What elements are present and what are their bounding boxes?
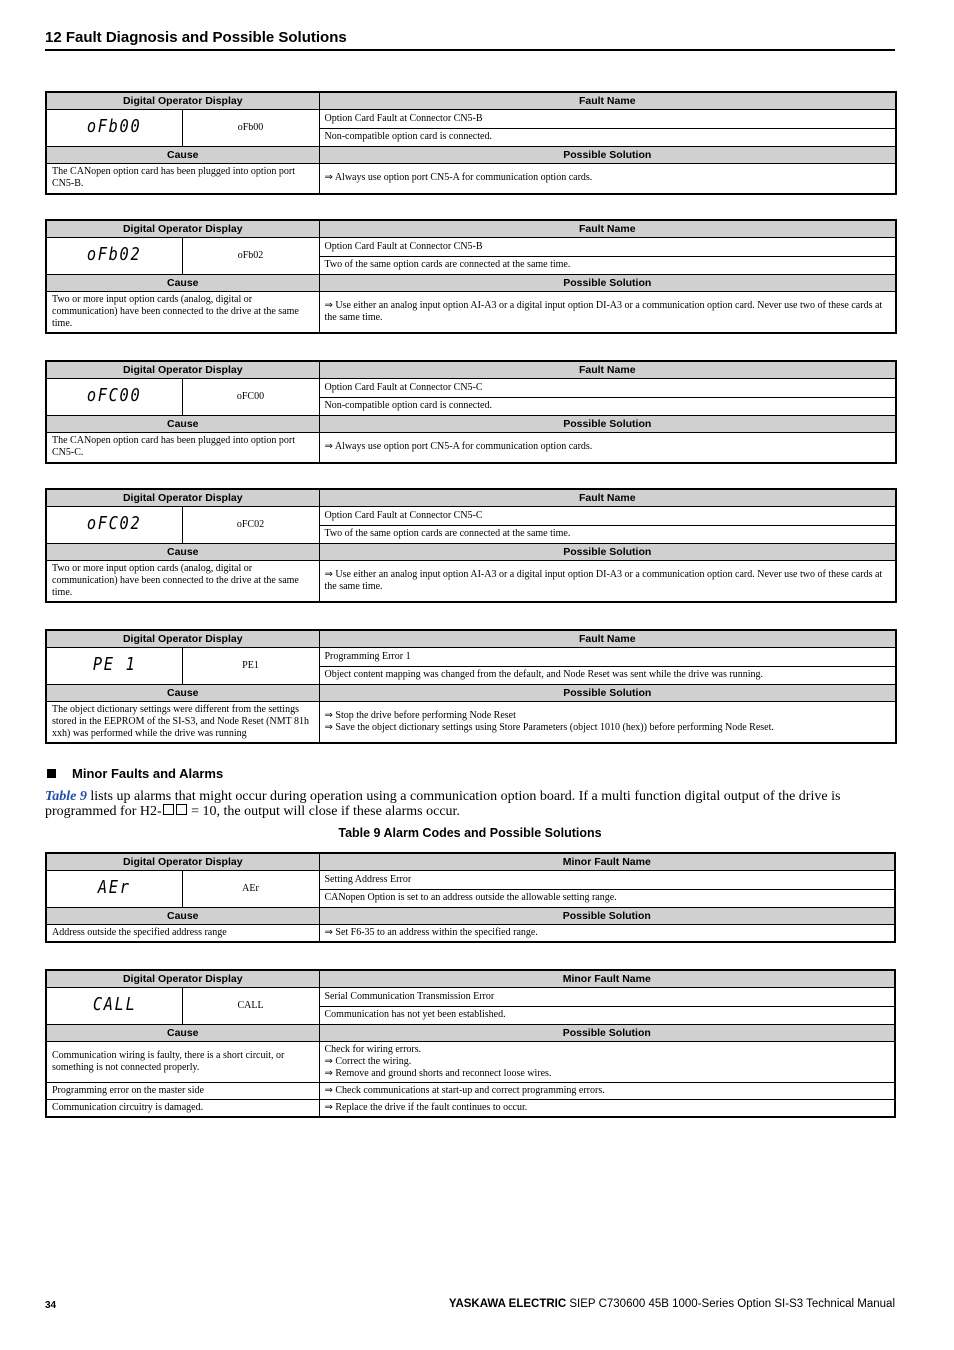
cause-text: Communication wiring is faulty, there is a short circuit, or something is not connected properly. [46,1042,319,1083]
segment-display: oFC02 [46,507,182,544]
segment-display: oFb00 [46,110,182,147]
fault-name: Option Card Fault at Connector CN5-B [319,238,896,257]
alarm-description: Communication has not yet been established. [319,1006,895,1025]
cause-header: Cause [46,1025,319,1042]
fault-table-pe1 [45,629,897,744]
alarm-description: CANopen Option is set to an address outside the allowable setting range. [319,889,895,908]
fault-name: Option Card Fault at Connector CN5-C [319,507,896,526]
cause-header: Cause [46,544,319,561]
alarm-name: Serial Communication Transmission Error [319,988,895,1007]
cause-text: The CANopen option card has been plugged into option port CN5-C. [46,433,319,463]
footer-doc-title: YASKAWA ELECTRIC SIEP C730600 45B 1000-Series Option SI-S3 Technical Manual [448,1298,895,1310]
cause-text: The object dictionary settings were different from the settings stored in the EEPROM of the SI-S3, and Node Reset (NMT 81h xxh) was performed while the drive was running [46,702,319,744]
cause-header: Cause [46,416,319,433]
fault-description: Non-compatible option card is connected. [319,128,896,147]
display-header: Digital Operator Display [46,853,319,871]
solution-text [319,1042,895,1083]
solution-text: ⇒ Always use option port CN5-A for communication option cards. [319,164,896,194]
solution-text: ⇒ Use either an analog input option AI-A3 or a digital input option DI-A3 or a communication option card. Never use two of these cards at the same time. [319,292,896,334]
fault-code: oFC00 [182,379,319,416]
fault-code: PE1 [182,648,319,685]
fault-name: Programming Error 1 [319,648,896,667]
display-header: Digital Operator Display [46,220,319,238]
cause-text: Communication circuitry is damaged. [46,1100,319,1118]
display-header: Digital Operator Display [46,970,319,988]
solution-header: Possible Solution [319,275,896,292]
solution-header: Possible Solution [319,544,896,561]
solution-header: Possible Solution [319,416,896,433]
solution-line: ⇒ Save the object dictionary settings using Store Parameters (object 1010 (hex)) before performing Node Reset. [324,722,774,733]
table-caption: Table 9 Alarm Codes and Possible Solutions [338,826,602,840]
segment-display: oFC00 [46,379,182,416]
page-header: 12 Fault Diagnosis and Possible Solutions [45,29,895,51]
fault-name-header: Fault Name [319,92,896,110]
cause-header: Cause [46,147,319,164]
placeholder-box-icon [176,804,187,815]
alarm-code: AEr [182,871,319,908]
section-bullet-icon [47,769,56,778]
cause-text: Two or more input option cards (analog, digital or communication) have been connected to the drive at the same time. [46,292,319,334]
solution-line: ⇒ Correct the wiring. [324,1056,412,1067]
solution-header: Possible Solution [319,685,896,702]
solution-text [319,702,896,744]
section-title: Minor Faults and Alarms [45,766,223,781]
alarm-code: CALL [182,988,319,1025]
solution-header: Possible Solution [319,1025,895,1042]
cause-text: Two or more input option cards (analog, digital or communication) have been connected to the drive at the same time. [46,561,319,603]
page-number: 34 [45,1300,57,1311]
solution-text: ⇒ Set F6-35 to an address within the specified range. [319,925,895,943]
fault-table-ofb00 [45,91,897,195]
display-header: Digital Operator Display [46,92,319,110]
solution-text: ⇒ Check communications at start-up and correct programming errors. [319,1083,895,1100]
fault-code: oFC02 [182,507,319,544]
fault-description: Non-compatible option card is connected. [319,397,896,416]
fault-description: Two of the same option cards are connected at the same time. [319,525,896,544]
segment-display: PE 1 [46,648,182,685]
fault-code: oFb00 [182,110,319,147]
fault-description: Object content mapping was changed from the default, and Node Reset was sent while the drive was running. [319,666,896,685]
fault-description: Two of the same option cards are connected at the same time. [319,256,896,275]
fault-table-ofc02 [45,488,897,603]
cause-header: Cause [46,685,319,702]
brand-name: YASKAWA ELECTRIC [448,1298,567,1310]
fault-name-header: Fault Name [319,630,896,648]
placeholder-box-icon [163,804,174,815]
alarm-table-aer [45,852,896,943]
cause-text: The CANopen option card has been plugged into option port CN5-B. [46,164,319,194]
cause-text: Address outside the specified address range [46,925,319,943]
solution-text: ⇒ Always use option port CN5-A for communication option cards. [319,433,896,463]
solution-text: ⇒ Use either an analog input option AI-A3 or a digital input option DI-A3 or a communication option card. Never use two of these cards at the same time. [319,561,896,603]
display-header: Digital Operator Display [46,489,319,507]
fault-name-header: Fault Name [319,361,896,379]
fault-table-ofc00 [45,360,897,464]
cause-header: Cause [46,908,319,925]
segment-display: AEr [46,871,182,908]
intro-paragraph: Table 9 lists up alarms that might occur during operation using a communication option board. If a multi function digital output of the drive is programmed for H2- = 10, the output will close if these alarms occur. [45,789,841,819]
display-header: Digital Operator Display [46,630,319,648]
solution-line: ⇒ Stop the drive before performing Node Reset [324,710,516,721]
alarm-name: Setting Address Error [319,871,895,890]
table-9-link[interactable]: Table 9 [45,789,87,804]
cause-text: Programming error on the master side [46,1083,319,1100]
minor-fault-name-header: Minor Fault Name [319,970,895,988]
solution-line: Check for wiring errors. [324,1044,422,1055]
fault-name-header: Fault Name [319,220,896,238]
solution-text: ⇒ Replace the drive if the fault continues to occur. [319,1100,895,1118]
cause-header: Cause [46,275,319,292]
display-header: Digital Operator Display [46,361,319,379]
fault-name-header: Fault Name [319,489,896,507]
segment-display: oFb02 [46,238,182,275]
segment-display: CALL [46,988,182,1025]
fault-name: Option Card Fault at Connector CN5-B [319,110,896,129]
solution-line: ⇒ Remove and ground shorts and reconnect loose wires. [324,1068,552,1079]
alarm-table-call [45,969,896,1118]
solution-header: Possible Solution [319,147,896,164]
solution-header: Possible Solution [319,908,895,925]
fault-name: Option Card Fault at Connector CN5-C [319,379,896,398]
minor-fault-name-header: Minor Fault Name [319,853,895,871]
fault-code: oFb02 [182,238,319,275]
fault-table-ofb02 [45,219,897,334]
